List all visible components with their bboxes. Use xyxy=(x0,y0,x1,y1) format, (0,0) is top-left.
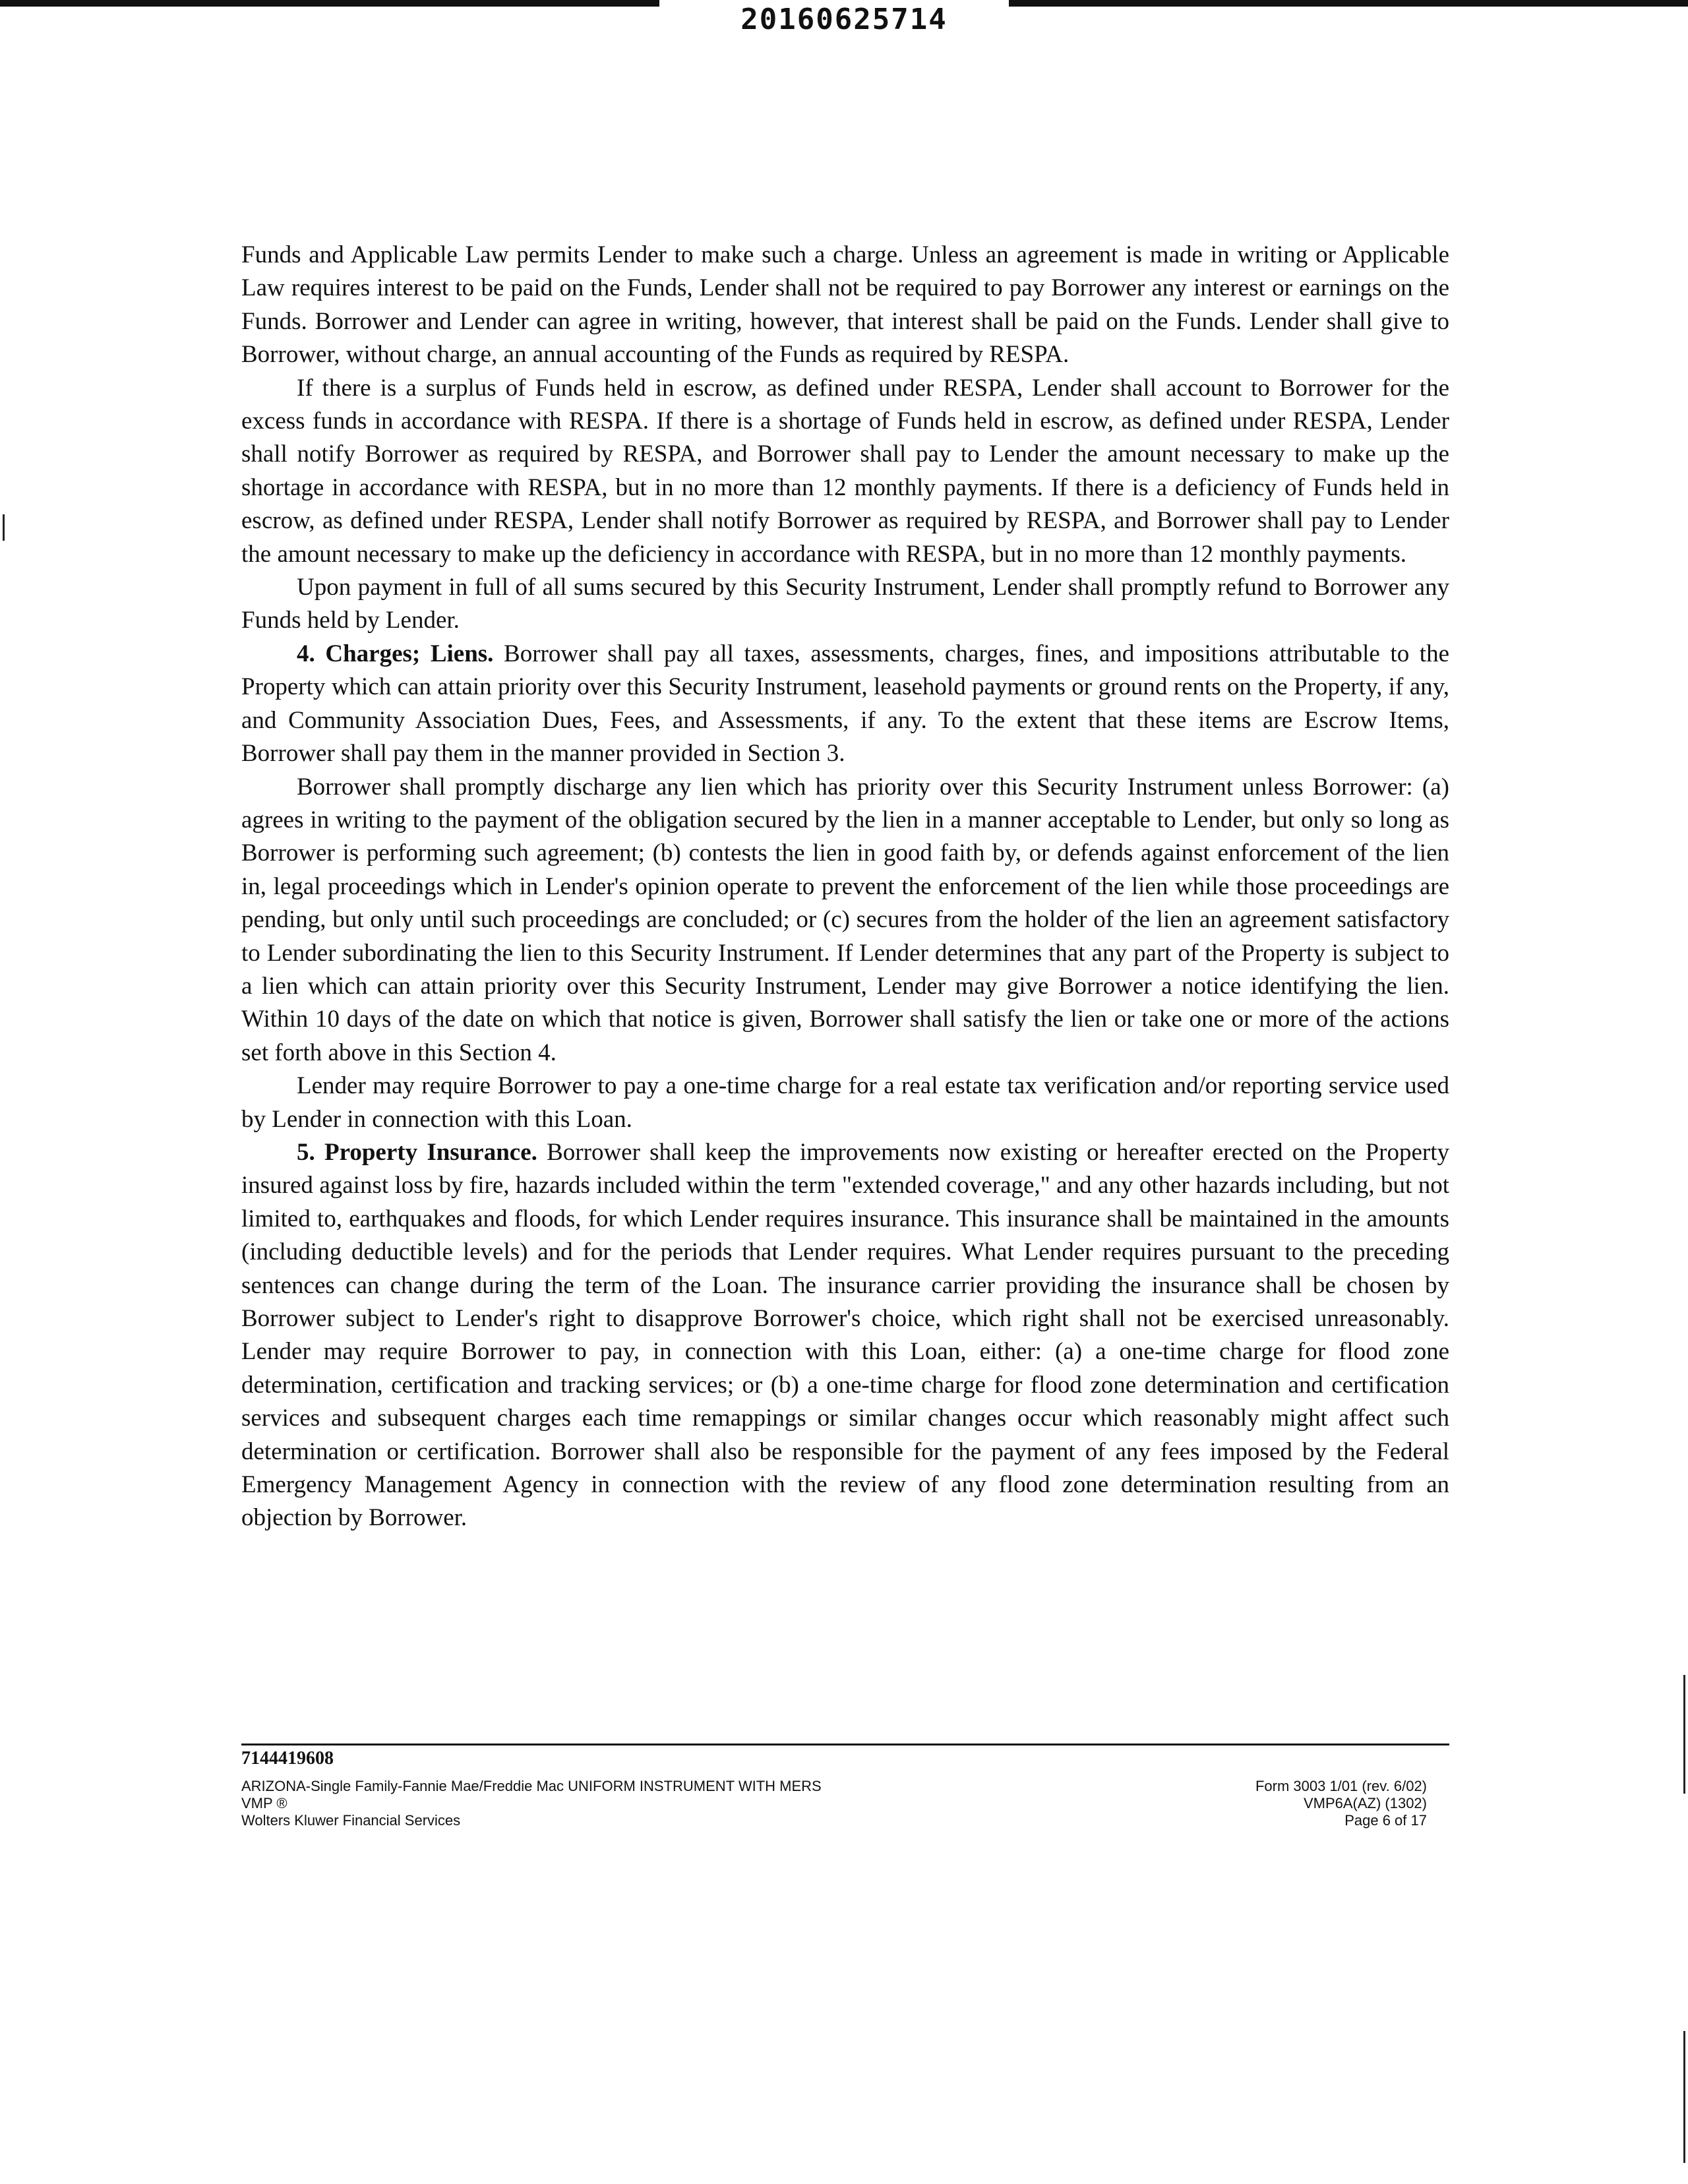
footer-publisher: Wolters Kluwer Financial Services xyxy=(241,1812,461,1829)
paragraph-tax-verification: Lender may require Borrower to pay a one-time charge for a real estate tax verification and/or reporting service used by Lender in connection with this Loan. xyxy=(241,1072,1449,1133)
document-body xyxy=(241,239,1449,1535)
footer-form-code: VMP6A(AZ) (1302) xyxy=(1303,1795,1427,1811)
paragraph-escrow-surplus: If there is a surplus of Funds held in escrow, as defined under RESPA, Lender shall account to Borrower for the excess funds in accordance with RESPA. If there is a shortage of Funds held in escrow, as defined under RESPA, Lender shall notify Borrower as required by RESPA, and Borrower shall pay to Lender the amount necessary to make up the shortage in accordance with RESPA, but in no more than 12 monthly payments. If there is a deficiency of Funds held in escrow, as defined under RESPA, Lender shall notify Borrower as required by RESPA, and Borrower shall pay to Lender the amount necessary to make up the deficiency in accordance with RESPA, but in no more than 12 monthly payments. xyxy=(241,374,1449,568)
footer-form-number-block xyxy=(1255,1778,1427,1829)
paragraph-refund: Upon payment in full of all sums secured by this Security Instrument, Lender shall promptly refund to Borrower any Funds held by Lender. xyxy=(241,574,1449,634)
loan-number: 7144419608 xyxy=(241,1748,334,1769)
recording-number: 20160625714 xyxy=(740,3,948,36)
section-5-property-insurance xyxy=(241,1136,1449,1535)
scan-edge-mark-right xyxy=(1683,1675,1685,1794)
footer-form-number: Form 3003 1/01 (rev. 6/02) xyxy=(1255,1778,1427,1794)
footer-form-info xyxy=(241,1778,822,1829)
section-4-text: Borrower shall pay all taxes, assessments, charges, fines, and impositions attributable to the Property which can attain priority over this Security Instrument, leasehold payments or ground rents on the Property, if any, and Community Association Dues, Fees, and Assessments, if any. To the extent that these items are Escrow Items, Borrower shall pay them in the manner provided in Section 3. xyxy=(241,640,1449,768)
footer-page-number: Page 6 of 17 xyxy=(1344,1812,1427,1829)
section-5-text: Borrower shall keep the improvements now existing or hereafter erected on the Property insured against loss by fire, hazards included within the term "extended coverage," and any other hazards including, but not limited to, earthquakes and floods, for which Lender requires insurance. This insurance shall be maintained in the amounts (including deductible levels) and for the periods that Lender requires. What Lender requires pursuant to the preceding sentences can change during the term of the Loan. The insurance carrier providing the insurance shall be chosen by Borrower subject to Lender's right to disapprove Borrower's choice, which right shall not be exercised unreasonably. Lender may require Borrower to pay, in connection with this Loan, either: (a) a one-time charge for flood zone determination, certification and tracking services; or (b) a one-time charge for flood zone determination and certification services and subsequent charges each time remappings or similar changes occur which reasonably might affect such determination or certification. Borrower shall also be responsible for the payment of any fees imposed by the Federal Emergency Management Agency in connection with the review of any flood zone determination resulting from an objection by Borrower. xyxy=(241,1138,1449,1532)
footer-form-title: ARIZONA-Single Family-Fannie Mae/Freddie Mac UNIFORM INSTRUMENT WITH MERS xyxy=(241,1778,822,1794)
scan-edge-mark-left xyxy=(3,514,5,541)
section-4-heading: 4. Charges; Liens. xyxy=(297,640,494,667)
section-4-charges-liens xyxy=(241,638,1449,771)
footer-vmp: VMP ® xyxy=(241,1795,287,1811)
paragraph-funds-interest: Funds and Applicable Law permits Lender to make such a charge. Unless an agreement is made in writing or Applicable Law requires interest to be paid on the Funds, Lender shall not be required to pay Borrower any interest or earnings on the Funds. Borrower and Lender can agree in writing, however, that interest shall be paid on the Funds. Lender shall give to Borrower, without charge, an annual accounting of the Funds as required by RESPA. xyxy=(241,241,1449,369)
section-5-heading: 5. Property Insurance. xyxy=(297,1138,537,1166)
scan-edge-mark-right-lower xyxy=(1683,2031,1685,2163)
paragraph-discharge-lien: Borrower shall promptly discharge any lien which has priority over this Security Instrument unless Borrower: (a) agrees in writing to the payment of the obligation secured by the lien in a manner acceptable to Lender, but only so long as Borrower is performing such agreement; (b) contests the lien in good faith by, or defends against enforcement of the lien in, legal proceedings which in Lender's opinion operate to prevent the enforcement of the lien while those proceedings are pending, but only until such proceedings are concluded; or (c) secures from the holder of the lien an agreement satisfactory to Lender subordinating the lien to this Security Instrument. If Lender determines that any part of the Property is subject to a lien which can attain priority over this Security Instrument, Lender may give Borrower a notice identifying the lien. Within 10 days of the date on which that notice is given, Borrower shall satisfy the lien or take one or more of the actions set forth above in this Section 4. xyxy=(241,773,1449,1066)
footer-rule xyxy=(241,1744,1449,1745)
